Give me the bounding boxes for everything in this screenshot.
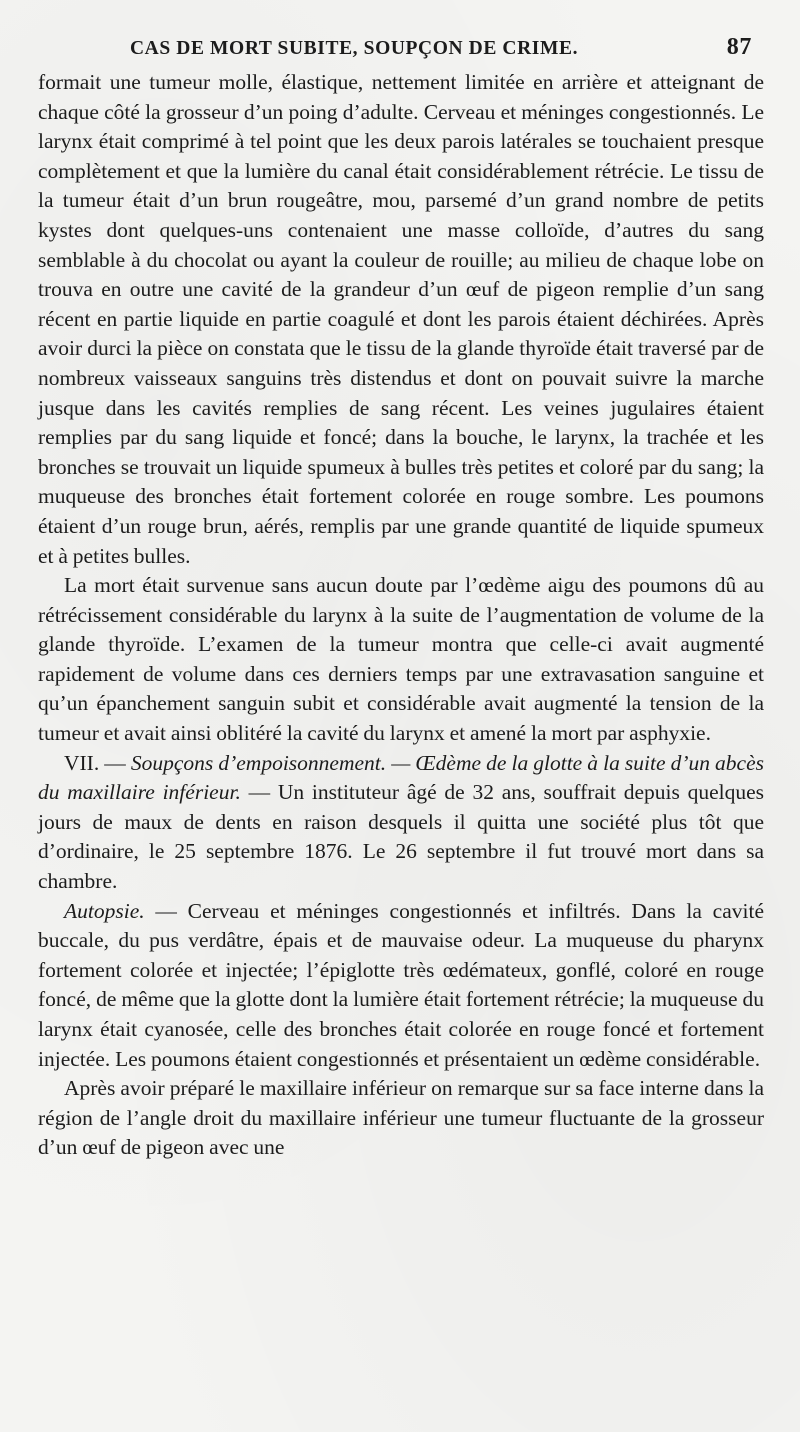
paragraph-case-vii [38, 749, 764, 897]
case-title: Soupçons d’empoisonnement. — Œdème de la glotte à la suite d’un abcès du maxillaire inférieur. [38, 750, 764, 805]
autopsie-label: Autopsie. [64, 898, 145, 923]
running-title: CAS DE MORT SUBITE, SOUPÇON DE CRIME. [130, 38, 579, 59]
paragraph-maxillaire: Après avoir préparé le maxillaire inférieur on remarque sur sa face interne dans la région de l’angle droit du maxillaire inférieur une tumeur fluctuante de la grosseur d’un œuf de pigeon avec une [38, 1076, 764, 1160]
body-text [38, 68, 764, 1163]
page-number: 87 [726, 34, 752, 60]
paragraph-conclusion: La mort était survenue sans aucun doute par l’œdème aigu des poumons dû au rétrécissement considérable du larynx à la suite de l’augmentation de volume de la glande thyroïde. L’examen de la tumeur montra que celle-ci avait augmenté rapidement de volume dans ces derniers temps par une extravasation sanguine et qu’un épanchement sanguin subit et considérable avait augmenté la tension de la tumeur et avait ainsi oblitéré la cavité du larynx et amené la mort par asphyxie. [38, 573, 764, 746]
case-intro: — Un instituteur âgé de 32 ans, souffrait depuis quelques jours de maux de dents en raison desquels il quitta une société plus tôt que d’ordinaire, le 25 septembre 1876. Le 26 septembre il fut trouvé mort dans sa chambre. [38, 780, 765, 894]
paragraph-continuation: formait une tumeur molle, élastique, nettement limitée en arrière et atteignant de chaque côté la grosseur d’un poing d’adulte. Cerveau et méninges congestionnés. Le larynx était comprimé à tel point que les deux parois latérales se touchaient presque complètement et que la lumière du canal était considérablement rétrécie. Le tissu de la tumeur était d’un brun rougeâtre, mou, parsemé d’un grand nombre de petits kystes dont quelques-uns contenaient une masse colloïde, d’autres du sang semblable à du chocolat ou ayant la couleur de rouille; au milieu de chaque lobe on trouva en outre une cavité de la grandeur d’un œuf de pigeon remplie d’un sang récent en partie liquide en partie coagulé et dont les parois étaient déchirées. Après avoir durci la pièce on constata que le tissu de la glande thyroïde était traversé par de nombreux vaisseaux sanguins très distendus et dont on pouvait suivre la marche jusque dans les cavités remplies de sang récent. Les veines jugulaires étaient remplies par du sang liquide et foncé; dans la bouche, le larynx, la trachée et les bronches se trouvait un liquide spumeux à bulles très petites et coloré par du sang; la muqueuse des bronches était fortement colorée en rouge sombre. Les poumons étaient d’un rouge brun, aérés, remplis par une grande quantité de liquide spumeux et à petites bulles. [38, 70, 764, 568]
case-number: VII. — [64, 750, 126, 775]
running-header [38, 30, 764, 68]
autopsie-text: — Cerveau et méninges congestionnés et infiltrés. Dans la cavité buccale, du pus verdâtre, épais et de mauvaise odeur. La muqueuse du pharynx fortement colorée et injectée; l’épiglotte très œdémateux, gonflé, coloré en rouge foncé, de même que la glotte dont la lumière était fortement rétrécie; la muqueuse du larynx était cyanosée, celle des bronches était colorée en rouge foncé et fortement injectée. Les poumons étaient congestionnés et présentaient un œdème considérable. [38, 898, 764, 1071]
paragraph-autopsie [38, 897, 764, 1075]
